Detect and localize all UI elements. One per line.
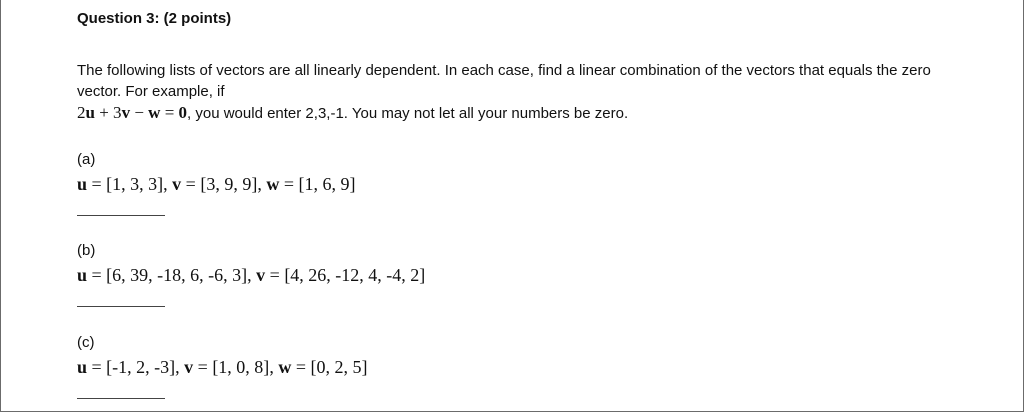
part-b-label: (b) — [77, 242, 96, 259]
example-equation: 2u + 3v − w = 0 — [77, 103, 188, 122]
example-text: , you would enter 2,3,-1. You may not let all your numbers be zero. — [187, 105, 629, 122]
part-b-vectors: u = [6, 39, -18, 6, -6, 3], v = [4, 26, -12, 4, -4, 2] — [77, 265, 426, 285]
part-a-label: (a) — [77, 151, 96, 168]
part-b-v-value: [4, 26, -12, 4, -4, 2] — [284, 265, 426, 285]
instructions-text: The following lists of vectors are all linearly dependent. In each case, find a linear combination of the vectors that equals the zero vector. For example, if — [77, 62, 931, 100]
part-a-vectors: u = [1, 3, 3], v = [3, 9, 9], w = [1, 6, 9] — [77, 174, 356, 194]
part-b — [77, 240, 425, 307]
part-c-u-value: [-1, 2, -3] — [106, 357, 176, 377]
part-a-answer-input[interactable] — [77, 201, 165, 216]
part-a-w-value: [1, 6, 9] — [298, 174, 356, 194]
part-c — [77, 332, 367, 399]
part-c-v-value: [1, 0, 8] — [212, 357, 270, 377]
part-a-u-value: [1, 3, 3] — [106, 174, 164, 194]
part-b-u-value: [6, 39, -18, 6, -6, 3] — [106, 265, 248, 285]
part-c-w-value: [0, 2, 5] — [310, 357, 368, 377]
part-c-answer-input[interactable] — [77, 384, 165, 399]
part-b-answer-input[interactable] — [77, 292, 165, 307]
question-title: Question 3: (2 points) — [77, 10, 232, 27]
part-a-v-value: [3, 9, 9] — [200, 174, 258, 194]
part-c-label: (c) — [77, 334, 95, 351]
question-instructions — [77, 60, 957, 124]
part-a — [77, 149, 355, 216]
part-c-vectors: u = [-1, 2, -3], v = [1, 0, 8], w = [0, 2, 5] — [77, 357, 368, 377]
